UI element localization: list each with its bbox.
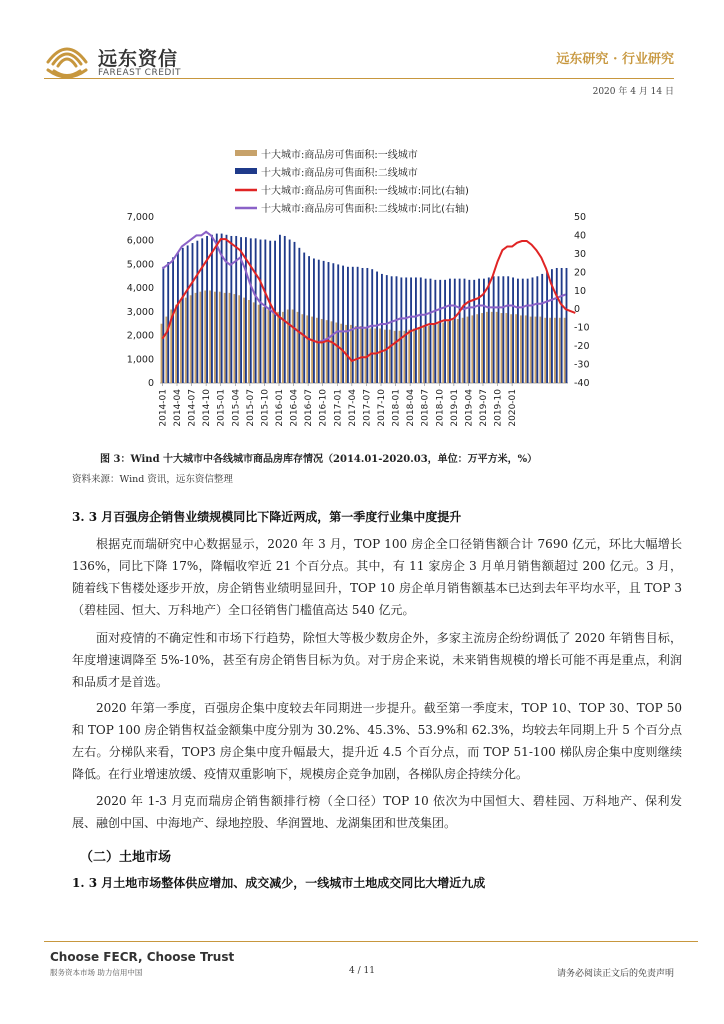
- bar-tier2: [527, 279, 529, 383]
- bar-tier1: [326, 320, 328, 383]
- bar-tier2: [298, 248, 300, 383]
- bar-tier1: [496, 312, 498, 383]
- x-tick-label: 2018-10: [435, 389, 446, 427]
- bar-tier2: [167, 262, 169, 383]
- bar-tier2: [493, 276, 495, 383]
- chart-legend: [235, 148, 469, 215]
- bar-tier1: [564, 318, 566, 383]
- bar-tier2: [478, 279, 480, 383]
- bar-tier1: [365, 327, 367, 383]
- bar-tier1: [272, 312, 274, 383]
- bar-tier2: [216, 234, 218, 383]
- bar-tier2: [313, 259, 315, 384]
- right-tick-label: 50: [574, 212, 587, 223]
- bar-tier1: [267, 309, 269, 383]
- bar-tier2: [347, 267, 349, 383]
- bar-tier1: [403, 331, 405, 383]
- right-tick-label: 30: [574, 248, 587, 260]
- left-tick-label: 6,000: [126, 235, 154, 247]
- bar-tier1: [530, 317, 532, 383]
- bar-tier2: [172, 257, 174, 383]
- header-tag: 远东研究 · 行业研究: [556, 52, 674, 67]
- bar-tier1: [447, 321, 449, 383]
- page-number: 4 / 11: [349, 966, 375, 976]
- bar-tier2: [381, 274, 383, 383]
- bar-tier2: [366, 268, 368, 383]
- x-tick-label: 2016-01: [275, 389, 285, 427]
- bar-tier2: [211, 235, 213, 383]
- x-tick-label: 2015-10: [260, 389, 271, 427]
- bar-tier2: [391, 276, 393, 383]
- x-tick-label: 2017-07: [362, 389, 373, 427]
- bar-tier2: [230, 236, 232, 383]
- x-tick-label: 2016-04: [289, 389, 300, 427]
- bar-tier2: [532, 277, 534, 383]
- bar-tier1: [311, 317, 313, 383]
- bar-tier2: [400, 277, 402, 383]
- bar-tier2: [517, 279, 519, 383]
- bar-tier2: [439, 280, 441, 383]
- bar-tier2: [522, 279, 524, 383]
- left-tick-label: 3,000: [126, 306, 154, 318]
- bar-tier2: [182, 248, 184, 383]
- bar-tier2: [357, 267, 359, 383]
- bar-tier1: [510, 314, 512, 383]
- footer-subslogan: 服务资本市场 助力信用中国: [50, 968, 143, 977]
- x-tick-label: 2018-04: [406, 389, 417, 427]
- bar-tier1: [505, 313, 507, 383]
- bar-tier1: [442, 323, 444, 383]
- bar-tier2: [352, 267, 354, 383]
- x-tick-label: 2018-01: [391, 389, 402, 427]
- bar-tier2: [556, 268, 558, 383]
- bar-tier2: [294, 242, 296, 383]
- bar-tier2: [260, 240, 262, 383]
- bar-tier1: [277, 312, 279, 383]
- bar-tier1: [185, 298, 187, 383]
- bar-tier1: [501, 313, 503, 383]
- x-tick-label: 2015-04: [231, 389, 242, 427]
- bar-tier1: [525, 315, 527, 383]
- bar-tier1: [476, 314, 478, 383]
- bar-tier2: [177, 253, 179, 383]
- legend-label: 十大城市:商品房可售面积:一线城市:同比(右轴): [261, 186, 469, 197]
- bar-tier2: [498, 276, 500, 383]
- right-tick-label: -40: [574, 378, 590, 389]
- report-date: 2020 年 4 月 14 日: [592, 87, 674, 97]
- bar-tier2: [342, 266, 344, 383]
- bar-tier2: [420, 277, 422, 383]
- x-tick-label: 2015-07: [245, 389, 256, 427]
- bar-tier2: [318, 260, 320, 383]
- bar-tier2: [459, 279, 461, 383]
- bar-tier1: [229, 293, 231, 383]
- paragraph: 2020 年 1-3 月克而瑞房企销售额排行榜（全口径）TOP 10 依次为中国恒大、碧桂园、万科地产、保利发展、融创中国、中海地产、绿地控股、华润置地、龙湖集团和世茂集团。: [72, 794, 682, 830]
- bar-tier2: [201, 238, 203, 383]
- right-tick-label: 20: [574, 267, 587, 279]
- bar-tier1: [199, 292, 201, 383]
- bar-tier2: [512, 277, 514, 383]
- footer-slogan: Choose FECR, Choose Trust: [50, 950, 235, 964]
- bar-tier1: [452, 320, 454, 383]
- left-tick-label: 4,000: [126, 283, 154, 295]
- bar-tier1: [316, 318, 318, 383]
- bar-tier1: [539, 317, 541, 383]
- bar-tier2: [289, 240, 291, 383]
- bar-tier1: [379, 328, 381, 383]
- bar-tier1: [248, 300, 250, 383]
- bar-tier2: [566, 268, 568, 383]
- right-tick-label: 40: [574, 230, 587, 242]
- bar-tier2: [284, 236, 286, 383]
- bar-tier2: [488, 277, 490, 383]
- bar-tier2: [502, 276, 504, 383]
- bar-tier2: [303, 253, 305, 383]
- bar-tier2: [328, 262, 330, 383]
- bar-tier2: [396, 276, 398, 383]
- bar-tier2: [561, 268, 563, 383]
- bar-tier1: [544, 318, 546, 383]
- paragraph: 根据克而瑞研究中心数据显示，2020 年 3 月，TOP 100 房企全口径销售额合计 7690 亿元，环比大幅增长 136%，同比下降 17%，降幅收窄近 21 个百分点。其中，有 11 家房企 3 月单月销售额超过 200 亿元。3 月，随着线下售楼处逐步开放，房企销售业绩明显回升，TOP 10 房企单月销售额基本已达到去年平均水平，且 TOP 3（碧桂园、恒大、万科地产）全口径销售门槛值高达 540 亿元。: [72, 537, 682, 617]
- bar-tier1: [165, 317, 167, 383]
- bar-tier1: [263, 307, 265, 383]
- paragraph: 2020 年第一季度，百强房企集中度较去年同期进一步提升。截至第一季度末，TOP 10、TOP 30、TOP 50 和 TOP 100 房企销售权益金额集中度分别为 30.2%、45.3%、53.9%和 62.3%，均较去年同期上升 5 个百分点左右。分梯队来看，TOP3 房企集中度升幅最大，提升近 4.5 个百分点，而 TOP 51-100 梯队房企集中度则继续降低。在行业增速放缓、疫情双重影响下，规模房企竞争加剧，各梯队房企持续分化。: [72, 701, 682, 781]
- bar-tier2: [541, 274, 543, 383]
- section-heading: 1. 3 月土地市场整体供应增加、成交减少，一线城市土地成交同比大增近九成: [72, 876, 486, 890]
- bar-tier2: [337, 264, 339, 383]
- bar-tier2: [255, 238, 257, 383]
- bar-tier2: [235, 236, 237, 383]
- bar-tier2: [536, 276, 538, 383]
- logo-icon: [44, 40, 90, 80]
- bar-tier1: [287, 309, 289, 383]
- bar-tier2: [332, 263, 334, 383]
- bar-tier1: [204, 291, 206, 383]
- bar-tier1: [195, 293, 197, 383]
- right-tick-label: 10: [574, 285, 587, 297]
- bar-tier2: [454, 279, 456, 383]
- bar-tier1: [394, 331, 396, 383]
- bar-tier1: [301, 314, 303, 383]
- bar-tier2: [444, 280, 446, 383]
- footer-disclaimer: 请务必阅读正文后的免责声明: [556, 969, 674, 979]
- bar-tier2: [546, 272, 548, 383]
- bar-tier2: [250, 238, 252, 383]
- left-tick-label: 7,000: [126, 212, 154, 223]
- bar-tier1: [161, 324, 163, 383]
- bar-tier1: [292, 309, 294, 383]
- bar-tier2: [196, 241, 198, 383]
- inventory-chart: [110, 140, 610, 440]
- legend-swatch: [235, 150, 257, 156]
- bar-tier1: [559, 318, 561, 383]
- figure-caption: 图 3：Wind 十大城市中各线城市商品房库存情况（2014.01-2020.03，单位：万平方米，%）: [100, 454, 538, 465]
- bar-tier1: [549, 318, 551, 383]
- x-tick-label: 2017-04: [347, 389, 358, 427]
- bar-tier1: [491, 312, 493, 383]
- bar-tier1: [457, 319, 459, 383]
- bar-tier1: [306, 315, 308, 383]
- bar-tier1: [253, 302, 255, 383]
- bar-tier1: [520, 315, 522, 383]
- bar-tier1: [515, 314, 517, 383]
- company-name: 远东资信: [98, 48, 179, 70]
- bar-tier2: [473, 280, 475, 383]
- x-tick-label: 2019-07: [479, 389, 489, 427]
- bar-tier1: [331, 321, 333, 383]
- bar-tier2: [376, 272, 378, 383]
- legend-label: 十大城市:商品房可售面积:二线城市: [261, 168, 418, 179]
- bar-tier2: [464, 279, 466, 383]
- bar-tier2: [362, 268, 364, 383]
- bar-tier1: [321, 319, 323, 383]
- left-tick-label: 5,000: [126, 259, 154, 271]
- bar-tier1: [340, 324, 342, 383]
- bar-tier2: [264, 240, 266, 383]
- bar-tier2: [430, 279, 432, 383]
- bar-tier1: [408, 330, 410, 383]
- company-name-en: FAREAST CREDIT: [98, 68, 181, 78]
- bar-tier2: [269, 241, 271, 383]
- bar-tier1: [238, 295, 240, 383]
- bar-tier2: [434, 280, 436, 383]
- bar-tier1: [297, 312, 299, 383]
- bar-tier1: [423, 326, 425, 383]
- x-tick-label: 2015-01: [216, 389, 227, 427]
- legend-label: 十大城市:商品房可售面积:二线城市:同比(右轴): [261, 204, 469, 215]
- x-tick-label: 2017-01: [333, 389, 344, 427]
- subsection-heading: （二）土地市场: [80, 850, 172, 865]
- bar-tier1: [175, 305, 177, 383]
- bar-tier2: [279, 235, 281, 383]
- bar-tier1: [389, 330, 391, 383]
- bar-tier1: [233, 294, 235, 383]
- x-tick-label: 2014-07: [187, 389, 198, 427]
- x-tick-label: 2020-01: [508, 389, 519, 427]
- bar-tier1: [433, 325, 435, 383]
- bar-tier1: [258, 305, 260, 383]
- bar-tier1: [462, 318, 464, 383]
- x-tick-label: 2018-07: [420, 389, 431, 427]
- bar-tier2: [323, 261, 325, 383]
- bar-tier2: [226, 235, 228, 383]
- left-tick-label: 2,000: [126, 330, 154, 342]
- bar-tier1: [180, 300, 182, 383]
- bar-tier1: [355, 326, 357, 383]
- bar-tier1: [384, 330, 386, 383]
- footer-divider: [44, 941, 698, 942]
- bar-tier1: [471, 315, 473, 383]
- bar-tier1: [418, 327, 420, 383]
- bar-tier1: [243, 298, 245, 383]
- bar-tier2: [192, 243, 194, 383]
- bar-tier1: [467, 317, 469, 383]
- x-tick-label: 2014-04: [173, 389, 183, 427]
- bar-tier1: [209, 291, 211, 383]
- bar-tier2: [308, 256, 310, 383]
- x-tick-label: 2014-01: [158, 389, 169, 427]
- x-tick-label: 2016-10: [318, 389, 329, 427]
- x-tick-label: 2019-10: [493, 389, 504, 427]
- bar-tier1: [190, 295, 192, 383]
- x-tick-label: 2017-10: [377, 389, 387, 427]
- x-tick-label: 2014-10: [202, 389, 213, 427]
- bar-tier1: [219, 292, 221, 383]
- right-tick-label: -10: [574, 322, 590, 334]
- left-tick-label: 0: [147, 378, 154, 389]
- bar-tier2: [386, 275, 388, 383]
- bar-tier2: [162, 267, 164, 383]
- bar-tier1: [554, 318, 556, 383]
- bar-tier2: [187, 245, 189, 383]
- bar-tier1: [486, 312, 488, 383]
- bar-tier2: [405, 277, 407, 383]
- bar-tier1: [428, 326, 430, 383]
- bar-tier1: [374, 328, 376, 383]
- right-tick-label: -20: [574, 341, 590, 353]
- bar-tier1: [413, 328, 415, 383]
- bar-tier1: [224, 293, 226, 383]
- bar-tier1: [535, 317, 537, 383]
- bar-tier2: [449, 279, 451, 383]
- x-tick-label: 2019-04: [464, 389, 475, 427]
- section-heading: 3. 3 月百强房企销售业绩规模同比下降近两成，第一季度行业集中度提升: [72, 510, 462, 524]
- right-tick-label: -30: [574, 359, 590, 371]
- legend-swatch: [235, 168, 257, 174]
- x-tick-label: 2019-01: [449, 389, 460, 427]
- left-tick-label: 1,000: [126, 354, 154, 366]
- bar-tier2: [507, 276, 509, 383]
- bar-tier1: [437, 324, 439, 383]
- x-tick-label: 2016-07: [304, 389, 315, 427]
- bar-tier1: [360, 326, 362, 383]
- bar-tier1: [214, 292, 216, 383]
- figure-source: 资料来源：Wind 资讯，远东资信整理: [72, 474, 233, 485]
- header-divider: [44, 78, 674, 79]
- bar-tier2: [468, 280, 470, 383]
- legend-label: 十大城市:商品房可售面积:一线城市: [261, 150, 418, 161]
- bar-tier1: [350, 325, 352, 383]
- paragraph: 面对疫情的不确定性和市场下行趋势，除恒大等极少数房企外，多家主流房企纷纷调低了 2020 年销售目标，年度增速调降至 5%-10%，甚至有房企销售目标为负。对于房企来说，未来销售规模的增长可能不再是重点，利润和品质才是首选。: [72, 631, 682, 689]
- bar-tier1: [282, 312, 284, 383]
- bar-tier2: [425, 279, 427, 383]
- right-tick-label: 0: [574, 304, 581, 316]
- bar-tier1: [481, 313, 483, 383]
